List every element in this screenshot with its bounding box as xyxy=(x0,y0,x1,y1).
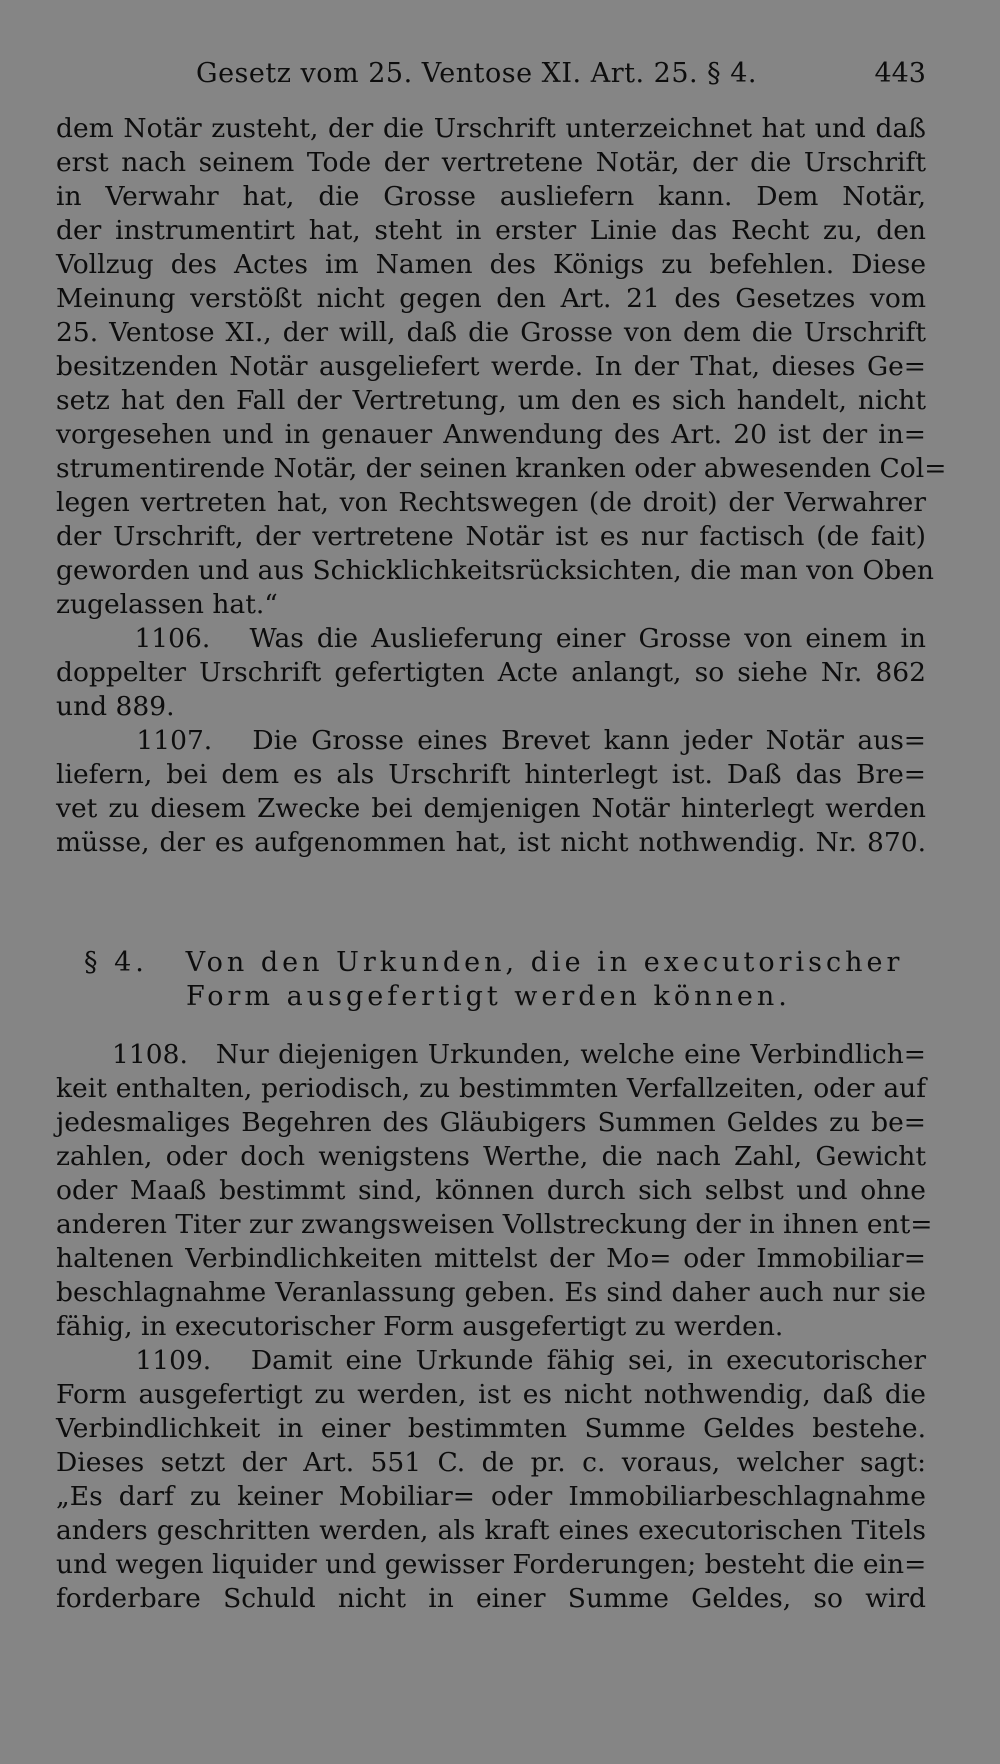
text-line: legen vertreten hat, von Rechtswegen (de droit) der Verwahrer xyxy=(56,487,926,518)
text-line: besitzenden Notär ausgeliefert werde. In der That, dieses Ge= xyxy=(56,351,926,382)
text-line: der Urschrift, der vertretene Notär ist es nur factisch (de fait) xyxy=(56,521,926,552)
text-line: „Es darf zu keiner Mobiliar= oder Immobiliarbeschlagnahme xyxy=(56,1481,926,1512)
text-line: vet zu diesem Zwecke bei demjenigen Notär hinterlegt werden xyxy=(56,793,926,824)
text-line: in Verwahr hat, die Grosse ausliefern kann. Dem Notär, xyxy=(56,181,926,212)
text-line: vorgesehen und in genauer Anwendung des Art. 20 ist der in= xyxy=(56,419,926,450)
text-line: Vollzug des Actes im Namen des Königs zu befehlen. Diese xyxy=(56,249,926,280)
text-line: und wegen liquider und gewisser Forderungen; besteht die ein= xyxy=(56,1549,927,1580)
paragraph-start-1107: 1107. Die Grosse eines Brevet kann jeder Notär aus= xyxy=(56,725,926,756)
header-title: Gesetz vom 25. Ventose XI. Art. 25. § 4. xyxy=(196,58,758,89)
text-line: haltenen Verbindlichkeiten mittelst der Mo= oder Immobiliar= xyxy=(56,1243,926,1274)
text-line: Dieses setzt der Art. 551 C. de pr. c. voraus, welcher sagt: xyxy=(56,1447,926,1478)
text-line: erst nach seinem Tode der vertretene Notär, der die Urschrift xyxy=(56,147,926,178)
text-line: anderen Titer zur zwangsweisen Vollstreckung der in ihnen ent= xyxy=(56,1209,933,1240)
text-line: zahlen, oder doch wenigstens Werthe, die nach Zahl, Gewicht xyxy=(56,1141,926,1172)
running-header xyxy=(56,58,926,98)
section-heading-line-1: § 4. Von den Urkunden, die in executorischer xyxy=(84,947,904,978)
text-line: Form ausgefertigt zu werden, ist es nicht nothwendig, daß die xyxy=(56,1379,926,1410)
text-line: und 889. xyxy=(56,691,175,722)
text-line: beschlagnahme Veranlassung geben. Es sind daher auch nur sie xyxy=(56,1277,926,1308)
text-line: dem Notär zusteht, der die Urschrift unterzeichnet hat und daß xyxy=(56,113,926,144)
text-line: setz hat den Fall der Vertretung, um den es sich handelt, nicht xyxy=(56,385,926,416)
text-line: zugelassen hat.“ xyxy=(56,589,278,620)
text-line: anders geschritten werden, als kraft eines executorischen Titels xyxy=(56,1515,926,1546)
paragraph-start-1106: 1106. Was die Auslieferung einer Grosse von einem in xyxy=(56,623,926,654)
page-number: 443 xyxy=(874,58,926,89)
text-line: fähig, in executorischer Form ausgefertigt zu werden. xyxy=(56,1311,784,1342)
text-line: Verbindlichkeit in einer bestimmten Summe Geldes bestehe. xyxy=(56,1413,926,1444)
text-line: liefern, bei dem es als Urschrift hinterlegt ist. Daß das Bre= xyxy=(56,759,926,790)
text-line: strumentirende Notär, der seinen kranken oder abwesenden Col= xyxy=(56,453,947,484)
section-heading-line-2: Form ausgefertigt werden können. xyxy=(186,981,791,1012)
text-line: müsse, der es aufgenommen hat, ist nicht nothwendig. Nr. 870. xyxy=(56,827,926,858)
paragraph-start-1108: 1108. Nur diejenigen Urkunden, welche eine Verbindlich= xyxy=(56,1039,926,1070)
text-line: der instrumentirt hat, steht in erster Linie das Recht zu, den xyxy=(56,215,926,246)
text-line: keit enthalten, periodisch, zu bestimmten Verfallzeiten, oder auf xyxy=(56,1073,926,1104)
text-line: 25. Ventose XI., der will, daß die Grosse von dem die Urschrift xyxy=(56,317,926,348)
text-line: jedesmaliges Begehren des Gläubigers Summen Geldes zu be= xyxy=(56,1107,926,1138)
paragraph-start-1109: 1109. Damit eine Urkunde fähig sei, in executorischer xyxy=(56,1345,926,1376)
text-line: forderbare Schuld nicht in einer Summe Geldes, so wird xyxy=(56,1583,926,1614)
text-line: oder Maaß bestimmt sind, können durch sich selbst und ohne xyxy=(56,1175,926,1206)
text-line: Meinung verstößt nicht gegen den Art. 21 des Gesetzes vom xyxy=(56,283,926,314)
text-line: doppelter Urschrift gefertigten Acte anlangt, so siehe Nr. 862 xyxy=(56,657,926,688)
text-line: geworden und aus Schicklichkeitsrücksichten, die man von Oben xyxy=(56,555,934,586)
